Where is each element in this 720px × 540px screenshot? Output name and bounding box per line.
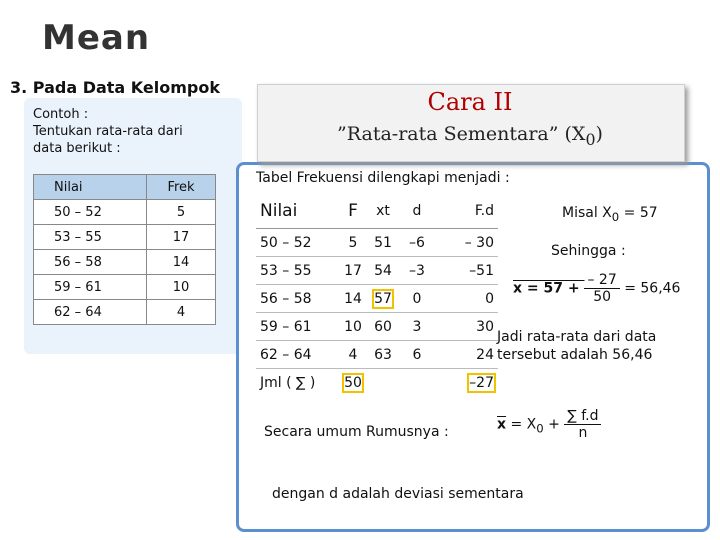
table-cell: 10 [339, 313, 367, 341]
table-cell: 6 [399, 341, 435, 369]
table-header: Nilai [34, 175, 147, 200]
table-cell: 60 [367, 313, 399, 341]
table-cell: 50 – 52 [34, 200, 147, 225]
header-xt: xt [376, 203, 390, 219]
table-row [256, 285, 498, 313]
subscript: 0 [536, 421, 544, 436]
table-cell: 63 [367, 341, 399, 369]
table-cell: 62 – 64 [34, 300, 147, 325]
table-cell: 24 [435, 341, 498, 369]
subscript: 0 [611, 209, 620, 224]
general-formula [497, 408, 601, 441]
mean-result: = 56,46 [624, 280, 681, 297]
table-cell: 56 – 58 [256, 285, 339, 313]
table-caption: Tabel Frekuensi dilengkapi menjadi : [256, 170, 510, 186]
fraction [584, 272, 619, 305]
table-cell: –3 [399, 257, 435, 285]
method-subtitle-text: ”Rata-rata Sementara” (X [337, 123, 586, 145]
table-cell: 51 [367, 229, 399, 257]
table-cell: 10 [147, 275, 216, 300]
denominator: 50 [593, 289, 612, 305]
method-subtitle-close: ) [595, 123, 603, 145]
table-cell: 5 [339, 229, 367, 257]
example-line: Tentukan rata-rata dari [33, 124, 183, 139]
table-cell [367, 285, 399, 313]
denominator: n [578, 425, 588, 441]
table-cell: 17 [339, 257, 367, 285]
table-row [34, 250, 216, 275]
table-header: d [399, 194, 435, 229]
assumed-mean-text: Misal X [562, 205, 612, 221]
so-label: Sehingga : [551, 243, 626, 259]
mean-symbol: $\overline{x}$ [497, 416, 507, 433]
frequency-table [33, 174, 216, 325]
assumed-mean [562, 205, 658, 224]
method-title: Cara II [427, 88, 513, 116]
table-header: F.d [435, 194, 498, 229]
table-row [34, 275, 216, 300]
table-cell: 54 [367, 257, 399, 285]
table-cell: 14 [339, 285, 367, 313]
assumed-mean-value: = 57 [619, 205, 658, 221]
table-row [256, 257, 498, 285]
total-label: Jml ( ∑ ) [260, 374, 316, 391]
table-cell: 0 [435, 285, 498, 313]
table-cell: 17 [147, 225, 216, 250]
slide-title: Mean [42, 18, 151, 58]
formula-plus: + [543, 416, 565, 433]
highlighted-value: 57 [374, 290, 392, 307]
table-cell: 30 [435, 313, 498, 341]
mean-calculation [513, 272, 680, 305]
example-line: data berikut : [33, 141, 121, 156]
table-cell: 59 – 61 [256, 313, 339, 341]
table-cell: 5 [147, 200, 216, 225]
conclusion-text: Jadi rata-rata dari data tersebut adalah 56,46 [497, 329, 657, 363]
table-header: F [339, 194, 367, 229]
table-cell: 14 [147, 250, 216, 275]
total-f-cell [339, 369, 367, 397]
example-text [33, 106, 183, 157]
table-cell: 59 – 61 [34, 275, 147, 300]
table-row [34, 200, 216, 225]
table-row [256, 341, 498, 369]
total-fd: –27 [469, 374, 494, 391]
table-cell: 4 [339, 341, 367, 369]
total-f: 50 [344, 374, 362, 391]
completed-frequency-table [256, 194, 498, 396]
table-cell: – 30 [435, 229, 498, 257]
mean-formula-lhs: x = 57 + [513, 280, 585, 297]
empty-cell [399, 369, 435, 397]
fraction [564, 408, 601, 441]
table-row [34, 300, 216, 325]
table-header: Nilai [256, 194, 339, 229]
table-cell: 0 [399, 285, 435, 313]
table-row [256, 313, 498, 341]
table-cell: 4 [147, 300, 216, 325]
general-formula-label: Secara umum Rumusnya : [264, 424, 449, 440]
section-heading: 3. Pada Data Kelompok [10, 78, 220, 97]
table-cell: 62 – 64 [256, 341, 339, 369]
total-fd-cell [435, 369, 498, 397]
table-cell: 3 [399, 313, 435, 341]
numerator: – 27 [584, 272, 619, 289]
table-header: Frek [147, 175, 216, 200]
example-line: Contoh : [33, 107, 89, 122]
deviation-note: dengan d adalah deviasi sementara [272, 486, 524, 502]
table-row [256, 229, 498, 257]
table-header [367, 194, 399, 229]
table-cell: –6 [399, 229, 435, 257]
method-subtitle [257, 123, 683, 149]
subscript: 0 [585, 129, 596, 149]
empty-cell [367, 369, 399, 397]
table-cell: 50 – 52 [256, 229, 339, 257]
table-cell: 53 – 55 [34, 225, 147, 250]
total-row [256, 369, 498, 397]
table-row [34, 225, 216, 250]
table-cell: 53 – 55 [256, 257, 339, 285]
table-cell: –51 [435, 257, 498, 285]
numerator: ∑ f.d [564, 408, 601, 425]
formula-equals: = X [506, 416, 537, 433]
table-cell: 56 – 58 [34, 250, 147, 275]
